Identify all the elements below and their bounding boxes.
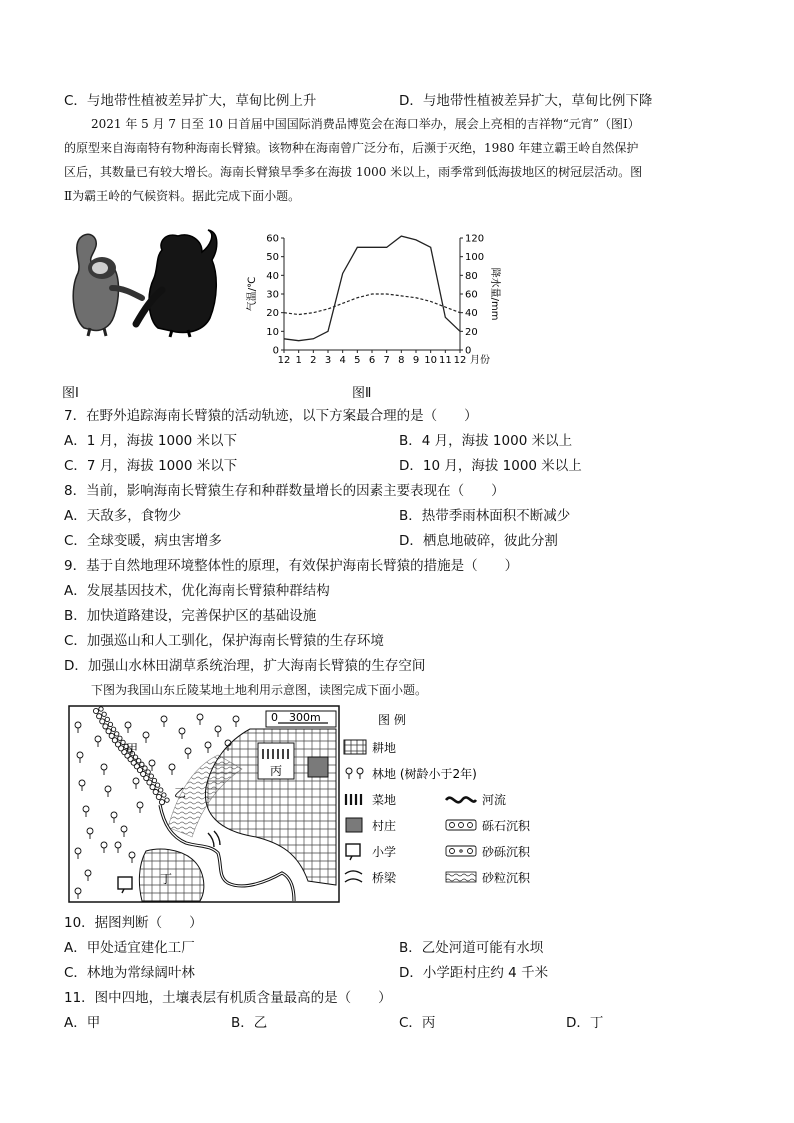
q8-option-b: B．热带季雨林面积不断减少 <box>399 508 571 524</box>
y-left-tick-label: 20 <box>266 308 279 320</box>
y-axis-left-label: 气温/℃ <box>247 276 258 312</box>
x-tick-label: 8 <box>398 355 405 366</box>
temperature-line <box>284 294 460 315</box>
y-left-tick-label: 40 <box>266 270 279 282</box>
q6-option-d: D．与地带性植被差异扩大，草甸比例下降 <box>399 93 653 109</box>
q11-option-b: B．乙 <box>231 1015 268 1031</box>
x-tick-label: 12 <box>277 355 291 366</box>
map-intro: 下图为我国山东丘陵某地土地利用示意图，读图完成下面小题。 <box>91 683 428 697</box>
q11-stem: 11．图中四地，土壤表层有机质含量最高的是（ ） <box>64 990 392 1006</box>
y-left-tick-label: 30 <box>266 289 279 301</box>
y-right-tick-label: 60 <box>465 289 478 301</box>
map-legend <box>342 712 542 898</box>
intro-line-3: 区后，其数量已有较大增长。海南长臂猿旱季多在海拔 1000 米以上，雨季常到低海拔地区的树冠层活动。图 <box>64 165 643 179</box>
climate-chart <box>246 228 512 370</box>
legend-school: 小学 <box>372 845 397 859</box>
legend-sand: 砂粒沉积 <box>482 871 531 885</box>
q6-option-c: C．与地带性植被差异扩大，草甸比例上升 <box>64 93 317 109</box>
legend-bridge: 桥梁 <box>372 871 397 885</box>
y-right-tick-label: 20 <box>465 326 478 338</box>
precipitation-line <box>284 236 460 341</box>
y-right-tick-label: 80 <box>465 270 478 282</box>
x-tick-label: 11 <box>438 355 452 366</box>
q7-option-d: D．10 月，海拔 1000 米以上 <box>399 458 582 474</box>
q10-option-c: C．林地为常绿阔叶林 <box>64 965 195 981</box>
y-right-tick-label: 120 <box>465 233 485 245</box>
x-tick-label: 3 <box>324 355 332 366</box>
q10-option-d: D．小学距村庄约 4 千米 <box>399 965 549 981</box>
q8-option-a: A．天敌多，食物少 <box>64 508 182 524</box>
x-tick-label: 1 <box>295 355 302 366</box>
mascot-illustration <box>62 228 222 338</box>
q10-stem: 10．据图判断（ ） <box>64 915 203 931</box>
q8-stem: 8．当前，影响海南长臂猿生存和种群数量增长的因素主要表现在（ ） <box>64 483 505 499</box>
legend-river: 河流 <box>482 793 507 807</box>
x-axis-label: 月份 <box>470 355 490 366</box>
y-left-tick-label: 60 <box>266 233 279 245</box>
q11-option-d: D．丁 <box>566 1015 604 1031</box>
y-right-tick-label: 0 <box>465 345 472 357</box>
x-tick-label: 5 <box>354 355 361 366</box>
q7-stem: 7．在野外追踪海南长臂猿的活动轨迹，以下方案最合理的是（ ） <box>64 408 478 424</box>
y-right-tick-label: 100 <box>465 252 485 264</box>
q7-option-a: A．1 月，海拔 1000 米以下 <box>64 433 238 449</box>
x-tick-label: 9 <box>412 355 420 366</box>
q9-option-c: C．加强巡山和人工驯化，保护海南长臂猿的生存环境 <box>64 633 384 649</box>
label-ding: 丁 <box>160 872 173 886</box>
q9-option-d: D．加强山水林田湖草系统治理，扩大海南长臂猿的生存空间 <box>64 658 426 674</box>
q11-option-a: A．甲 <box>64 1015 101 1031</box>
q11-option-c: C．丙 <box>399 1015 436 1031</box>
label-bing: 丙 <box>270 764 283 778</box>
x-tick-label: 2 <box>310 355 317 366</box>
figure-1-caption: 图Ⅰ <box>62 386 79 401</box>
legend-village: 村庄 <box>372 819 397 833</box>
village-icon <box>308 757 328 777</box>
intro-line-2: 的原型来自海南特有物种海南长臂猿。该物种在海南曾广泛分布，后濒于灭绝，1980 年建立霸王岭自然保护 <box>64 141 639 155</box>
q9-stem: 9．基于自然地理环境整体性的原理，有效保护海南长臂猿的措施是（ ） <box>64 558 519 574</box>
x-tick-label: 12 <box>453 355 467 366</box>
legend-gravel: 砾石沉积 <box>482 819 531 833</box>
q8-option-d: D．栖息地破碎，彼此分割 <box>399 533 558 549</box>
legend-vegetable: 菜地 <box>372 793 397 807</box>
land-use-map <box>68 705 340 903</box>
q7-option-b: B．4 月，海拔 1000 米以上 <box>399 433 573 449</box>
x-tick-label: 6 <box>368 355 376 366</box>
y-left-tick-label: 0 <box>272 345 279 357</box>
map-scale: 0 300m <box>271 711 321 724</box>
y-right-tick-label: 40 <box>465 308 478 320</box>
y-left-tick-label: 10 <box>266 326 279 338</box>
y-left-tick-label: 50 <box>266 252 279 264</box>
legend-forest: 林地 (树龄小于2年) <box>372 767 477 781</box>
y-axis-right-label: 降水量/mm <box>489 267 500 321</box>
intro-line-1: 2021 年 5 月 7 日至 10 日首届中国国际消费品博览会在海口举办，展会上亮相的吉祥物“元宵”（图Ⅰ） <box>91 117 640 131</box>
x-tick-label: 4 <box>339 355 346 366</box>
q7-option-c: C．7 月，海拔 1000 米以下 <box>64 458 238 474</box>
intro-line-4: Ⅱ为霸王岭的气候资料。据此完成下面小题。 <box>64 189 301 203</box>
x-tick-label: 7 <box>383 355 390 366</box>
label-yi: 乙 <box>174 786 187 800</box>
legend-title: 图 例 <box>378 713 406 727</box>
q10-option-a: A．甲处适宜建化工厂 <box>64 940 195 956</box>
legend-sand-gravel: 砂砾沉积 <box>482 845 531 859</box>
legend-farmland: 耕地 <box>372 741 397 755</box>
q9-option-a: A．发展基因技术，优化海南长臂猿种群结构 <box>64 583 330 599</box>
label-jia: 甲 <box>126 742 139 756</box>
x-tick-label: 10 <box>424 355 438 366</box>
q8-option-c: C．全球变暖，病虫害增多 <box>64 533 222 549</box>
figure-2-caption: 图Ⅱ <box>352 386 372 401</box>
q10-option-b: B．乙处河道可能有水坝 <box>399 940 544 956</box>
q9-option-b: B．加快道路建设，完善保护区的基础设施 <box>64 608 317 624</box>
